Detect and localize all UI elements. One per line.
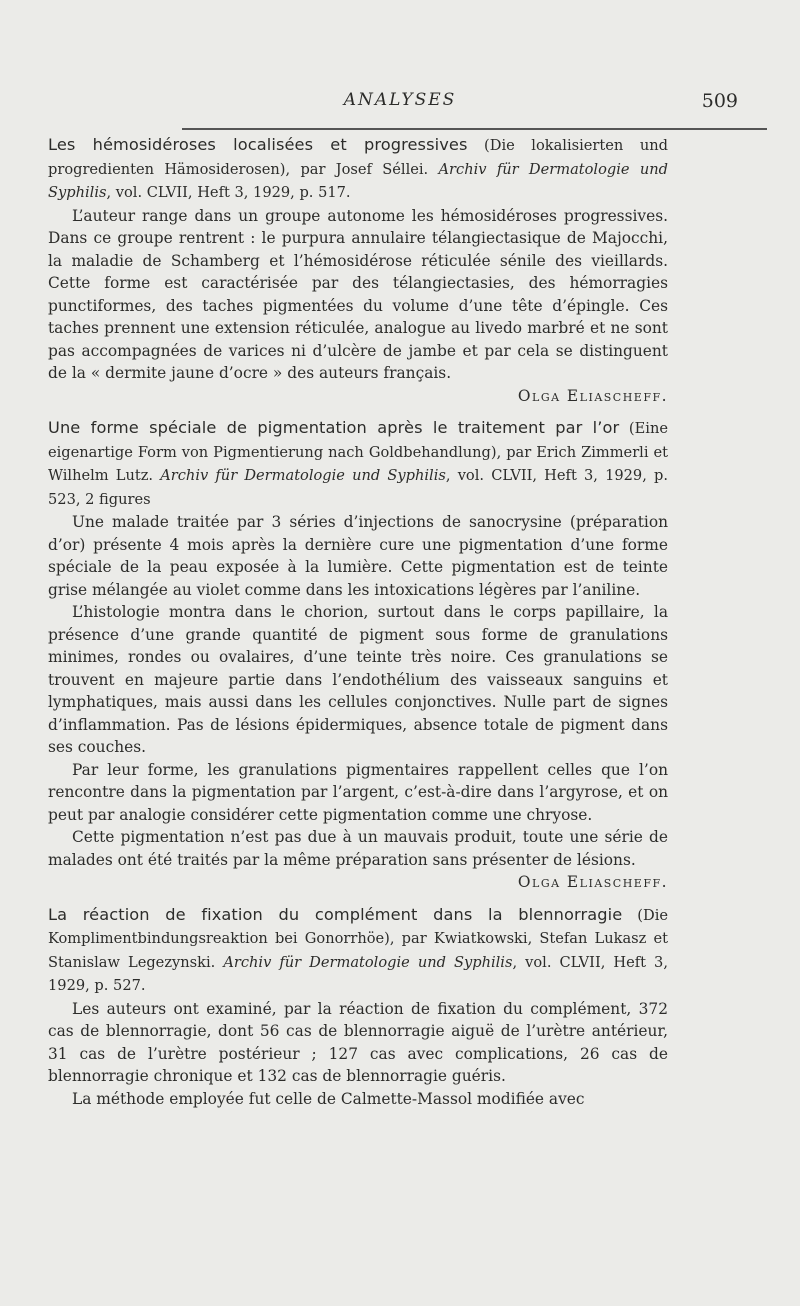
article-title: Une forme spéciale de pigmentation après le traitement par l’or (48, 418, 620, 437)
article-hemosideroses (48, 134, 668, 407)
paragraph: Les auteurs ont examiné, par la réaction de fixation du complément, 372 cas de blennorragie, dont 56 cas de blennorragie aiguë de l’urètre antérieur, 31 cas de l’urètre postérieur ; 127 cas avec complications, 26 cas de blennorragie chronique et 132 cas de blennorragie guéris. (48, 999, 668, 1085)
author-signature: Olga Eliascheff. (517, 386, 668, 405)
article-fixation-complement (48, 904, 668, 1111)
page-number: 509 (701, 90, 738, 112)
article-body (48, 998, 668, 1111)
article-heading (48, 417, 668, 511)
paragraph: L’auteur range dans un groupe autonome les hémosidéroses progressives. Dans ce groupe rentrent : le purpura annulaire télangiectasique de Majocchi, la maladie de Schamberg et l’hémosidérose réticulée sénile des vieillards. Cette forme est caractérisée par des télangiectasies, des hémorragies punctiformes, des taches pigmentées du volume d’une tête d’épingle. Ces taches prennent une extension réticulée, analogue au livedo marbré et ne sont pas accompagnées de varices ni d’ulcère de jambe et par cela se distinguent de la « dermite jaune d’ocre » des auteurs français. (48, 206, 668, 382)
header-rule (182, 128, 767, 130)
citation-reference: , vol. CLVII, Heft 3, 1929, p. 523, 2 figures (48, 467, 668, 508)
article-body (48, 205, 668, 408)
article-heading (48, 904, 668, 998)
citation-reference: , vol. CLVII, Heft 3, 1929, p. 517. (106, 184, 351, 201)
page-body (48, 134, 668, 1120)
article-title: Les hémosidéroses localisées et progressives (48, 135, 468, 154)
paragraph: L’histologie montra dans le chorion, surtout dans le corps papillaire, la présence d’une grande quantité de pigment sous forme de granulations minimes, rondes ou ovalaires, d’une teinte très noire. Ces granulations se trouvent en majeure partie dans l’endothélium des vaisseaux sanguins et lymphatiques, mais aussi dans les cellules conjonctives. Nulle part de signes d’inflammation. Pas de lésions épidermiques, absence totale de pigment dans ses couches. (48, 603, 668, 756)
author-signature: Olga Eliascheff. (517, 873, 668, 891)
paragraph: La méthode employée fut celle de Calmette-Massol modifiée avec (72, 1089, 585, 1108)
paragraph: Une malade traitée par 3 séries d’injections de sanocrysine (préparation d’or) présente 4 mois après la dernière cure une pigmentation d’une forme spéciale de la peau exposée à la lumière. Cette pigmentation est de teinte grise mélangée au violet comme dans les intoxications légères par l’aniline. (48, 513, 668, 599)
running-title: ANALYSES (343, 90, 457, 110)
journal-title: Archiv für Dermatologie und Syphilis (160, 467, 446, 484)
paragraph: Par leur forme, les granulations pigmentaires rappellent celles que l’on rencontre dans la pigmentation par l’argent, c’est-à-dire dans l’argyrose, et on peut par analogie considérer cette pigmentation comme une chryose. (48, 760, 668, 824)
article-heading (48, 134, 668, 205)
journal-title: Archiv für Dermatologie und Syphilis (48, 160, 668, 201)
journal-title: Archiv für Dermatologie und Syphilis (223, 953, 513, 971)
running-head (0, 90, 800, 120)
article-body (48, 511, 668, 894)
paragraph: Cette pigmentation n’est pas due à un mauvais produit, toute une série de malades ont été traités par la même préparation sans présenter de lésions. (48, 828, 668, 869)
article-title: La réaction de fixation du complément dans la blennorragie (48, 904, 623, 924)
article-pigmentation-or (48, 417, 668, 894)
citation-details: (Eine eigenartige Form von Pigmentierung nach Goldbehandlung), par Erich Zimmerli et Wilhelm Lutz. (48, 420, 668, 484)
citation-reference: , vol. CLVII, Heft 3, 1929, p. 527. (48, 953, 668, 994)
citation-details: (Die Komplimentbindungsreaktion bei Gonorrhöe), par Kwiatkowski, Stefan Lukasz et Stanislaw Legezynski. (48, 906, 668, 971)
citation-details: (Die lokalisierten und progredienten Hämosiderosen), par Josef Séllei. (48, 137, 668, 178)
